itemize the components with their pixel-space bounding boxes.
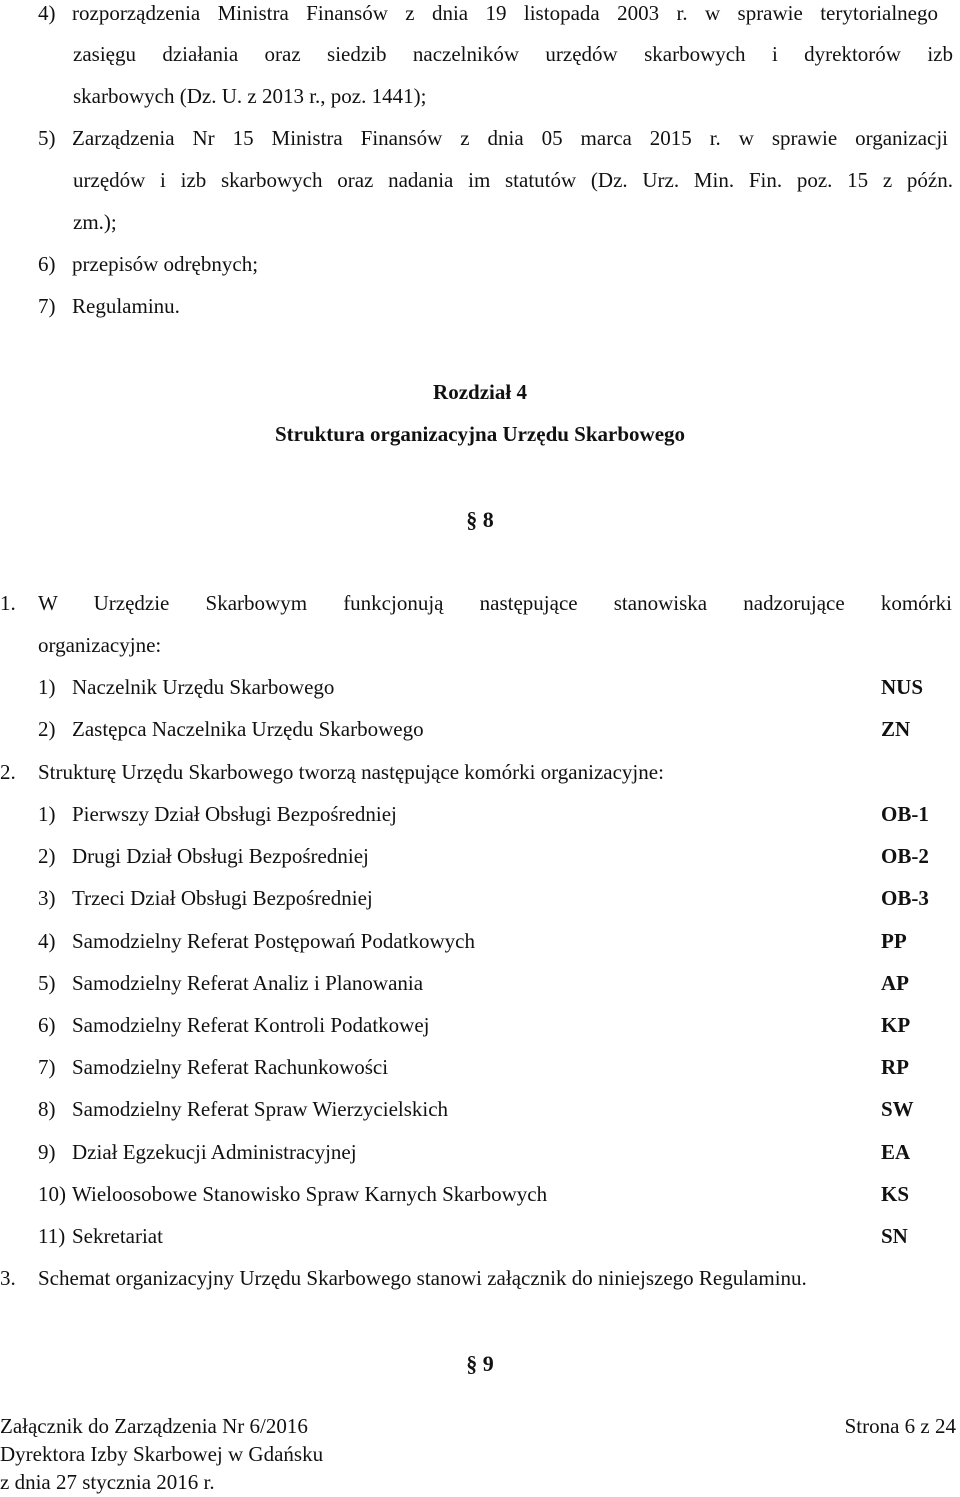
point-2 <box>0 759 664 785</box>
unit-code: OB-2 <box>881 844 929 868</box>
footer-attachment-line: Załącznik do Zarządzenia Nr 6/2016 <box>0 1414 308 1438</box>
list-number: 9) <box>38 1140 56 1164</box>
section-number: 9 <box>482 1351 494 1376</box>
list-item-4 <box>38 0 954 26</box>
footer-director-line: Dyrektora Izby Skarbowej w Gdańsku <box>0 1442 324 1466</box>
unit-code: NUS <box>881 675 924 699</box>
point-2-item <box>38 928 475 954</box>
list-number: 4) <box>38 1 56 25</box>
footer-page-number: Strona 6 z 24 <box>844 1414 956 1438</box>
point-text: Schemat organizacyjny Urzędu Skarbowego stanowi załącznik do niniejszego Regulaminu. <box>38 1266 807 1290</box>
chapter-title: Rozdział 4 <box>433 380 527 404</box>
list-number: 2) <box>38 844 56 868</box>
list-number: 1) <box>38 802 56 826</box>
footer-date-line: z dnia 27 stycznia 2016 r. <box>0 1470 215 1494</box>
list-text: urzędów i izb skarbowych oraz nadania im statutów (Dz. Urz. Min. Fin. poz. 15 z późn. <box>73 168 953 192</box>
list-text: przepisów odrębnych; <box>72 252 259 276</box>
unit-label: Naczelnik Urzędu Skarbowego <box>72 675 335 699</box>
point-2-item <box>38 1054 388 1080</box>
list-number: 5) <box>38 126 56 150</box>
point-number: 1. <box>0 591 16 615</box>
unit-code: OB-1 <box>881 802 929 826</box>
unit-label: Zastępca Naczelnika Urzędu Skarbowego <box>72 717 424 741</box>
section-9-heading <box>0 1351 960 1377</box>
point-number: 2. <box>0 760 16 784</box>
point-1-line-2: organizacyjne: <box>38 633 162 657</box>
list-item-6 <box>38 251 258 277</box>
unit-code: SN <box>881 1224 908 1248</box>
list-item-5-line-3 <box>73 209 117 235</box>
section-symbol: § <box>466 1351 478 1376</box>
list-text: skarbowych (Dz. U. z 2013 r., poz. 1441); <box>73 84 427 108</box>
point-1 <box>0 590 954 616</box>
list-number: 7) <box>38 294 56 318</box>
unit-label: Pierwszy Dział Obsługi Bezpośredniej <box>72 802 397 826</box>
list-text: rozporządzenia Ministra Finansów z dnia 19 listopada 2003 r. w sprawie terytorialnego <box>72 1 938 25</box>
point-number: 3. <box>0 1266 16 1290</box>
section-symbol: § <box>466 507 478 532</box>
list-number: 11) <box>38 1224 66 1248</box>
chapter-subtitle: Struktura organizacyjna Urzędu Skarbowego <box>274 422 686 446</box>
list-number: 8) <box>38 1097 56 1121</box>
list-number: 10) <box>38 1182 66 1206</box>
point-2-item <box>38 1223 163 1249</box>
unit-label: Drugi Dział Obsługi Bezpośredniej <box>72 844 369 868</box>
point-2-item <box>38 1181 547 1207</box>
unit-label: Samodzielny Referat Spraw Wierzycielskich <box>72 1097 449 1121</box>
list-number: 6) <box>38 252 56 276</box>
list-text: zm.); <box>73 210 117 234</box>
point-2-item <box>38 843 369 869</box>
list-number: 3) <box>38 886 56 910</box>
list-item-4-line-2 <box>73 41 953 67</box>
list-number: 5) <box>38 971 56 995</box>
list-item-5 <box>38 125 954 151</box>
point-2-item <box>38 970 423 996</box>
list-text: Zarządzenia Nr 15 Ministra Finansów z dnia 05 marca 2015 r. w sprawie organizacji <box>72 126 948 150</box>
unit-label: Samodzielny Referat Kontroli Podatkowej <box>72 1013 430 1037</box>
unit-code: AP <box>881 971 909 995</box>
point-1-item-2 <box>38 716 424 742</box>
unit-code: PP <box>881 929 907 953</box>
section-8-heading <box>0 507 960 533</box>
list-number: 6) <box>38 1013 56 1037</box>
point-text: Strukturę Urzędu Skarbowego tworzą następujące komórki organizacyjne: <box>38 760 664 784</box>
unit-code: EA <box>881 1140 911 1164</box>
unit-label: Sekretariat <box>72 1224 163 1248</box>
point-2-item <box>38 1096 448 1122</box>
point-1-item-1 <box>38 674 334 700</box>
list-item-4-line-3 <box>73 83 426 109</box>
list-number: 7) <box>38 1055 56 1079</box>
unit-code: KS <box>881 1182 910 1206</box>
unit-label: Samodzielny Referat Rachunkowości <box>72 1055 389 1079</box>
unit-label: Samodzielny Referat Analiz i Planowania <box>72 971 424 995</box>
unit-code: ZN <box>881 717 911 741</box>
point-2-item <box>38 1139 357 1165</box>
section-number: 8 <box>482 507 494 532</box>
list-item-5-line-2 <box>73 167 953 193</box>
list-number: 2) <box>38 717 56 741</box>
point-2-item <box>38 801 397 827</box>
list-number: 1) <box>38 675 56 699</box>
unit-label: Wieloosobowe Stanowisko Spraw Karnych Skarbowych <box>72 1182 548 1206</box>
list-text: Regulaminu. <box>72 294 180 318</box>
unit-code: KP <box>881 1013 911 1037</box>
point-3 <box>0 1265 807 1291</box>
list-number: 4) <box>38 929 56 953</box>
unit-code: RP <box>881 1055 909 1079</box>
point-2-item <box>38 885 373 911</box>
point-2-item <box>38 1012 430 1038</box>
unit-label: Trzeci Dział Obsługi Bezpośredniej <box>72 886 373 910</box>
unit-label: Dział Egzekucji Administracyjnej <box>72 1140 357 1164</box>
unit-code: OB-3 <box>881 886 929 910</box>
unit-label: Samodzielny Referat Postępowań Podatkowych <box>72 929 475 953</box>
list-text: zasięgu działania oraz siedzib naczelników urzędów skarbowych i dyrektorów izb <box>73 42 953 66</box>
point-text: W Urzędzie Skarbowym funkcjonują następujące stanowiska nadzorujące komórki <box>38 591 952 615</box>
list-item-7 <box>38 293 180 319</box>
unit-code: SW <box>881 1097 914 1121</box>
